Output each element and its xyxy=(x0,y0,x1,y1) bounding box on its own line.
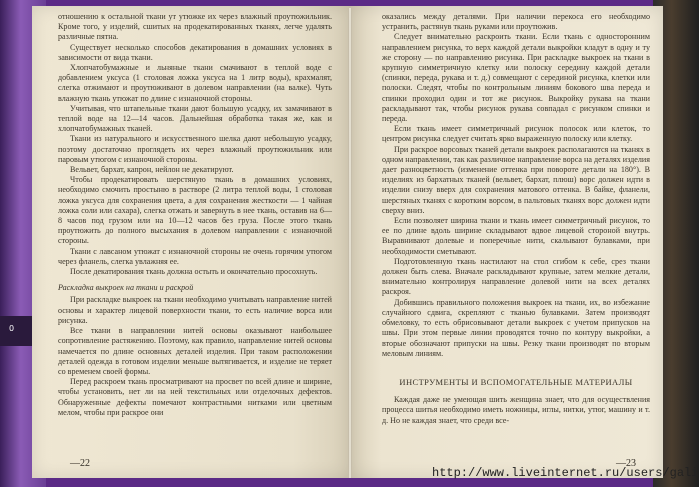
paragraph: Добившись правильного положения выкроек на ткани, их, во избежание случайного сдвига, скрепляют с тканью булавками. Затем производят обмеловку, то есть обрисовывают детали выкроек с учетом припусков на швы. При этом первые линии проводятся точно по контуру выкройки, а вторые обозначают припуски на швы. Резку ткани производят по вторым меловым линиям. xyxy=(382,297,650,358)
watermark-url: http://www.liveinternet.ru/users/gali xyxy=(432,466,699,480)
paragraph: Все ткани в направлении нитей основы оказывают наибольшее сопротивление растяжению. Поэтому, как правило, направление нитей основы намечается по длине основных деталей изделия. При таком расположении деталей одежда в готовом изделии меньше вытягивается, и изделие не теряет со временем своей формы. xyxy=(58,326,332,376)
index-tab-label: 0 xyxy=(9,324,15,333)
paragraph: Ткани с лавсаном утюжат с изнаночной стороны не очень горячим утюгом через фланель, слегка увлажняя ее. xyxy=(58,246,332,266)
paragraph: Хлопчатобумажные и льняные ткани смачивают в теплой воде с добавлением уксуса (1 столовая ложка уксуса на 1 литр воды), крахмалят, слегка отжимают и проутюживают в долевом направлении (на валке). Чуть влажную ткань утюжат по длине с изнаночной стороны. xyxy=(58,63,332,103)
left-paragraphs xyxy=(58,12,332,277)
paragraph: Вельвет, бархат, капрон, нейлон не декатируют. xyxy=(70,165,234,175)
paragraph: Если ткань имеет симметричный рисунок полосок или клеток, то центром рисунка следует считать ярко выраженную полоску или клетку. xyxy=(382,124,650,144)
paragraph: При раскрое ворсовых тканей детали выкроек располагаются на тканях в одном направлении, так как различное направление ворса на деталях изделия дает разноцветность (изменение оттенка при повороте детали на 180°). В изделиях из бархатных тканей (вельвет, бархат, плюш) ворс должен идти в изделии снизу вверх для сохранения матового оттенка. В байке, фланели, шерстяных тканях с коротким ворсом, в пальтовых тканях ворс должен идти сверху вниз. xyxy=(382,144,650,215)
paragraph: отношению к остальной ткани ут утюжке их через влажный проутюжильник. Кроме того, у изделий, сшитых на продекатированных тканях, легче удалять различные пятна. xyxy=(58,12,332,42)
paragraph: Подготовленную ткань настилают на стол сгибом к себе, срез ткани должен быть слева. Вначале раскладывают крупные, затем мелкие детали, внимательно контролируя направление долевой нити на всех деталях раскроя. xyxy=(382,256,650,297)
paragraph: Существует несколько способов декатирования в домашних условиях в зависимости от вида ткани. xyxy=(58,42,332,62)
paragraph: Следует внимательно раскроить ткани. Если ткань с односторонним направлением рисунка, то верх каждой детали выкройки кладут в одну и ту же сторону — по направлению рисунка. При раскладке выкроек на ткани в крупную симметричную клетку или полоску середину каждой детали (спинки, переда, рукава и т. д.) совмещают с серединой рисунка, клетки или полоски. Следят, чтобы по контрольным линиям бокового шва переда и спинки проходил один и тот же рисунок. Выкройку рукава на ткани раскладывают так, чтобы рисунок рукава совпадал с рисунком спинки и переда. xyxy=(382,32,650,124)
paragraph: Если позволяет ширина ткани и ткань имеет симметричный рисунок, то ее по длине вдоль ширине складывают вдвое лицевой стороной внутрь. Выравнивают долевые и поперечные нити, скалывают булавками, при необходимости сметывают. xyxy=(382,216,650,256)
page-number-right: —23 xyxy=(616,458,636,469)
section-heading: ИНСТРУМЕНТЫ И ВСПОМОГАТЕЛЬНЫЕ МАТЕРИАЛЫ xyxy=(399,376,633,387)
paragraph: Ткани из натурального и искусственного шелка дают небольшую усадку, поэтому достаточно проглядеть их через влажный проутюжильник или паровым утюгом с изнаночной стороны. xyxy=(58,134,332,164)
subheading-layout: Раскладка выкроек на ткани и раскрой xyxy=(58,283,194,293)
paragraph: Учитывая, что штапельные ткани дают большую усадку, их замачивают в теплой воде на 12—14 часов. Дальнейшая обработка такая же, как и хлопчатобумажных тканей. xyxy=(58,103,332,134)
book-gutter xyxy=(348,8,352,478)
right-paragraphs xyxy=(382,12,650,359)
paragraph: Каждая даже не умеющая шить женщина знает, что для осуществления процесса шитья необходимо иметь ножницы, иглы, нитки, утюг, машину и т. д. Но не каждая знает, что среди все- xyxy=(382,395,650,425)
paragraph: После декатирования ткань должна остыть и окончательно просохнуть. xyxy=(70,267,318,277)
paragraph: оказались между деталями. При наличии перекоса его необходимо устранить, растянув ткань руками или проутюжив. xyxy=(382,12,650,32)
right-paragraphs-2 xyxy=(382,395,650,426)
index-tab xyxy=(0,316,32,346)
paragraph: Перед раскроем ткань просматривают на просвет по всей длине и ширине, чтобы установить, нет ли на ней текстильных или отделочных дефектов. Обнаруженные дефекты помечают контрастными нитками или цветным мелом, чтобы при раскрое они xyxy=(58,377,332,417)
page-number-left: —22 xyxy=(70,458,90,469)
right-page-text xyxy=(382,12,650,426)
left-page-text xyxy=(58,12,332,418)
paragraph: Чтобы продекатировать шерстяную ткань в домашних условиях, необходимо смочить простыню в растворе (2 литра теплой воды, 1 столовая ложка уксуса для сохранения цвета, а для сохранения жесткости — 1 чайная ложка соли или сахара), слегка отжать и завернуть в нее ткань, оставив на 6—8 часов под грузом или на 10—12 часов без груза. После этого ткань проутюжить до полного высыхания в долевом направлении с изнаночной стороны. xyxy=(58,175,332,246)
paragraph: При раскладке выкроек на ткани необходимо учитывать направление нитей основы и характер лицевой поверхности ткани, то есть наличие ворса или рисунка. xyxy=(58,295,332,325)
left-paragraphs-2 xyxy=(58,295,332,417)
